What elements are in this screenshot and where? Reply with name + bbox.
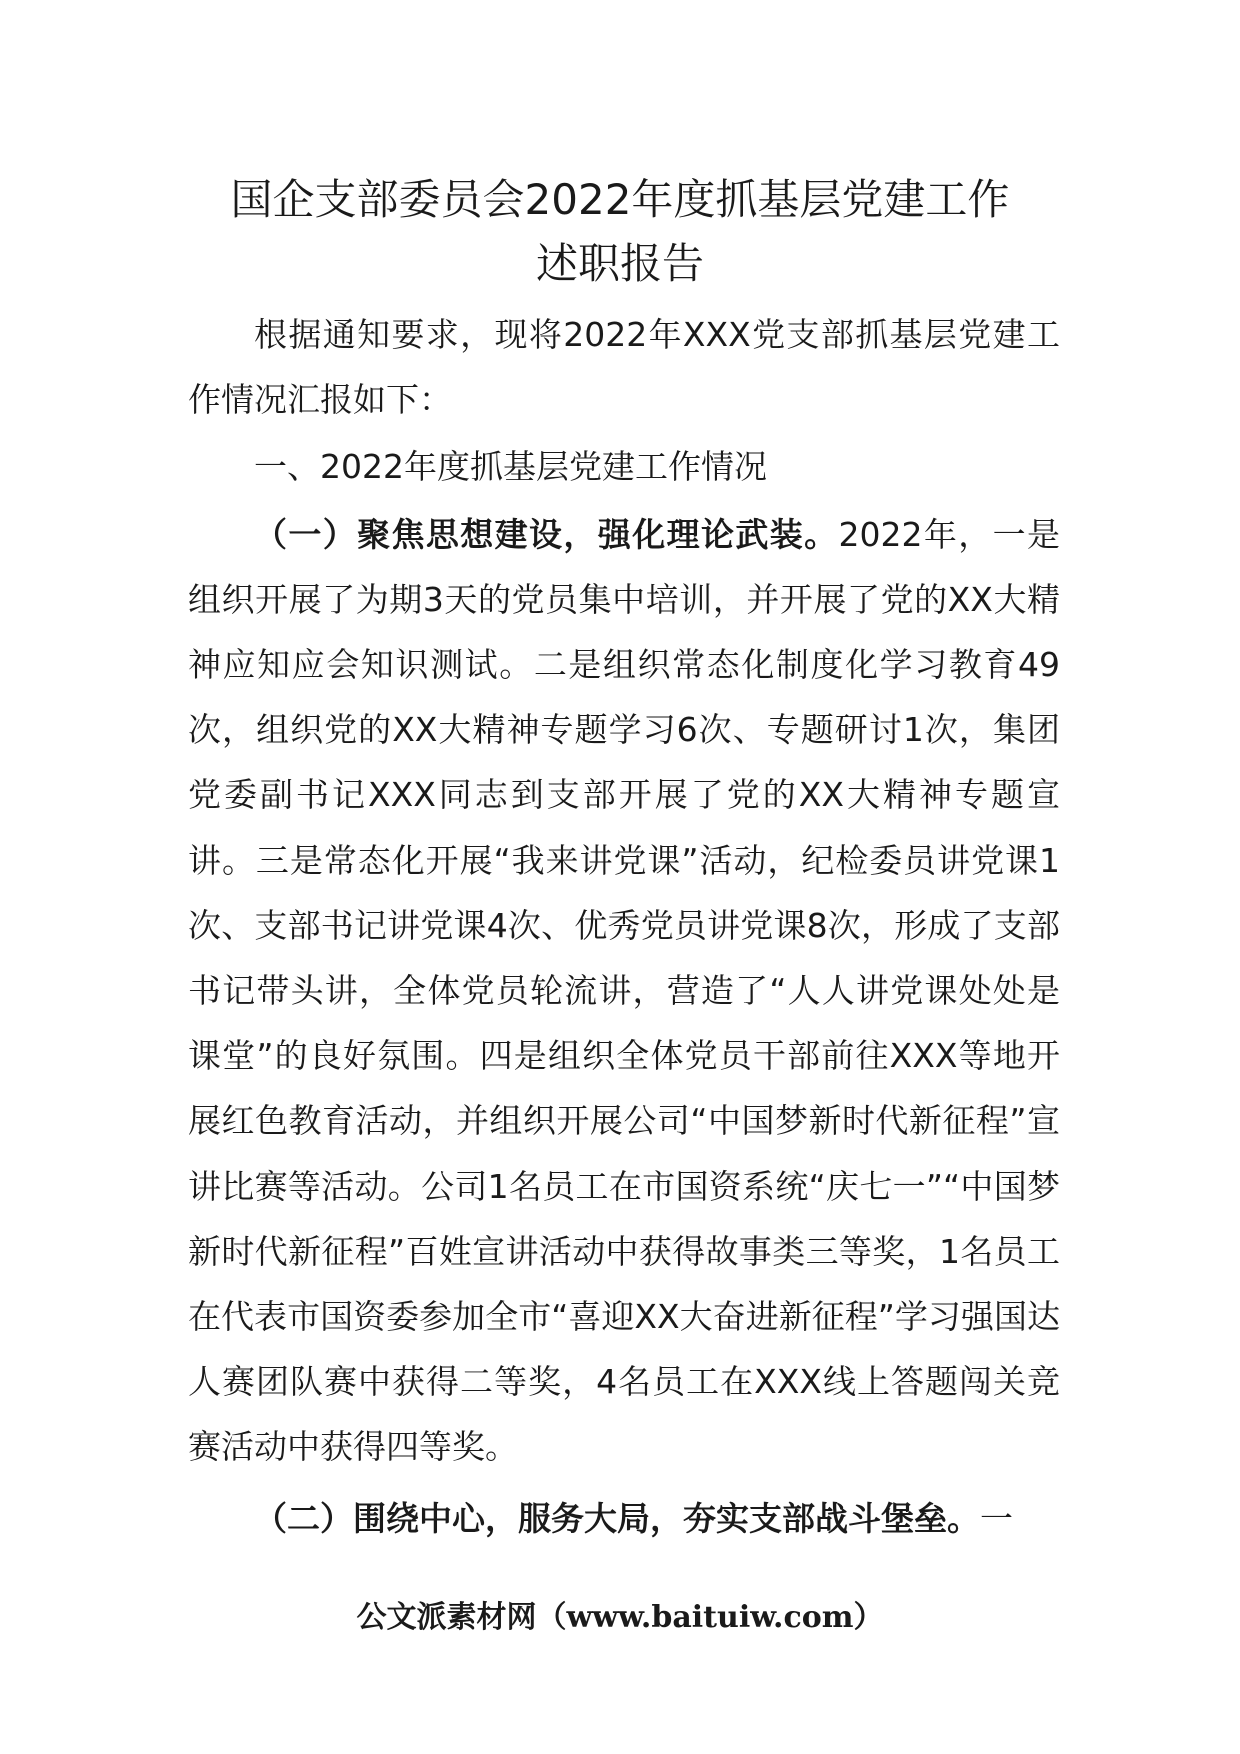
intro-paragraph: 根据通知要求，现将2022年XXX党支部抓基层党建工作情况汇报如下： (188, 315, 1060, 420)
document-title-line-1: 国企支部委员会2022年度抓基层党建工作 (230, 175, 1010, 224)
section-1-heading: 一、2022年度抓基层党建工作情况 (254, 447, 767, 487)
paragraph-1-lead: （一）聚焦思想建设，强化理论武装。 (254, 514, 839, 554)
paragraph-1 (188, 502, 1060, 1480)
document-body (188, 302, 1060, 1551)
paragraph-2-body: 一 (980, 1498, 1013, 1538)
footer-watermark: 公文派素材网（www.baituiw.com） (356, 1600, 884, 1635)
paragraph-1-body: 2022年，一是组织开展了为期3天的党员集中培训，并开展了党的XX大精神应知应会知识测试。二是组织常态化制度化学习教育49次，组织党的XX大精神专题学习6次、专题研讨1次，集团党委副书记XXX同志到支部开展了党的XX大精神专题宣讲。三是常态化开展“我来讲党课”活动，纪检委员讲党课1次、支部书记讲党课4次、优秀党员讲党课8次，形成了支部书记带头讲，全体党员轮流讲，营造了“人人讲党课处处是课堂”的良好氛围。四是组织全体党员干部前往XXX等地开展红色教育活动，并组织开展公司“中国梦新时代新征程”宣讲比赛等活动。公司1名员工在市国资系统“庆七一”“中国梦新时代新征程”百姓宣讲活动中获得故事类三等奖，1名员工在代表市国资委参加全市“喜迎XX大奋进新征程”学习强国达人赛团队赛中获得二等奖，4名员工在XXX线上答题闯关竞赛活动中获得四等奖。 (188, 514, 1061, 1467)
paragraph-2-lead: （二）围绕中心，服务大局，夯实支部战斗堡垒。 (254, 1498, 980, 1538)
document-title-line-2: 述职报告 (535, 239, 704, 288)
paragraph-2 (188, 1486, 1060, 1551)
